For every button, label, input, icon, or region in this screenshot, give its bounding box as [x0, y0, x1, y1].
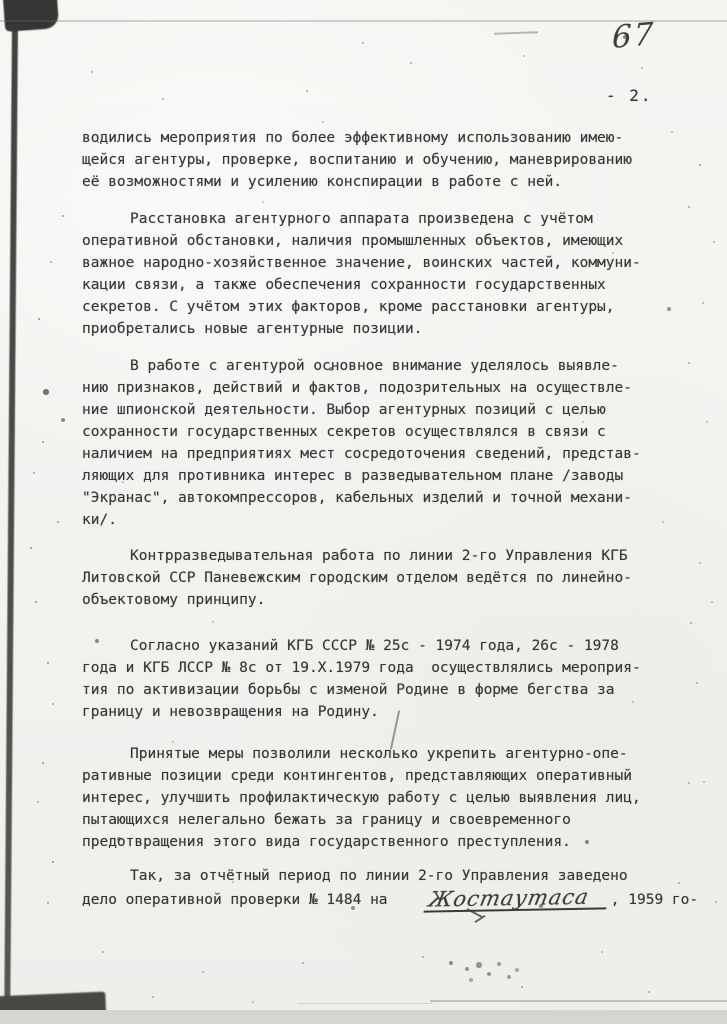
text-line: предотвращения этого вида государственного преступления.	[82, 834, 571, 850]
paragraph-5	[82, 635, 672, 723]
text-line: объектовому принципу.	[82, 592, 266, 608]
text-line: пытающихся нелегально бежать за границу и своевременного	[82, 812, 571, 828]
text-line: щейся агентуры, проверке, воспитанию и обучению, маневрированию	[82, 152, 632, 168]
text-line: "Экранас", автокомпрессоров, кабельных изделий и точной механи-	[82, 490, 632, 506]
scan-bottom-line	[430, 1000, 727, 1002]
handwritten-page-number: 67	[611, 16, 656, 56]
scan-bottom-band	[0, 1010, 727, 1024]
text-line: В работе с агентурой основное внимание уделялось выявле-	[130, 358, 619, 374]
text-line: Принятые меры позволили несколько укрепить агентурно-опе-	[130, 746, 628, 762]
text-line: ративные позиции среди контингентов, представляющих оперативный	[82, 768, 632, 784]
text-line: приобретались новые агентурные позиции.	[82, 321, 423, 337]
text-line: ляющих для противника интерес в разведывательном плане /заводы	[82, 468, 624, 484]
text-line: Так, за отчётный период по линии 2-го Управления заведено	[130, 868, 628, 884]
text-line: кации связи, а также обеспечения сохранности государственных	[82, 277, 606, 293]
text-line: нию признаков, действий и фактов, подозрительных на осуществле-	[82, 380, 632, 396]
paragraph-7	[82, 865, 699, 912]
text-line: тия по активизации борьбы с изменой Родине в форме бегства за	[82, 682, 615, 698]
text-line: секретов. С учётом этих факторов, кроме расстановки агентуры,	[82, 299, 615, 315]
case-line-pre: дело оперативной проверки № 1484 на	[82, 892, 423, 908]
scan-bottom-line-2	[298, 1003, 433, 1004]
text-line: интерес, улучшить профилактическую работу с целью выявления лиц,	[82, 790, 641, 806]
text-line: года и КГБ ЛССР № 8с от 19.X.1979 года осуществлялись мероприя-	[82, 660, 641, 676]
text-line: Литовской ССР Паневежским городским отделом ведётся по линейно-	[82, 570, 632, 586]
paragraph-4	[82, 545, 672, 611]
case-file-line	[82, 884, 699, 912]
paragraph-1	[82, 127, 672, 193]
paper-noise-blotches	[0, 0, 2, 2]
scan-corner-blob-top	[3, 0, 59, 32]
text-line: наличием на предприятиях мест сосредоточения сведений, представ-	[82, 446, 641, 462]
text-line: её возможностями и усилению конспирации в работе с ней.	[82, 174, 563, 190]
document-body	[82, 127, 699, 912]
text-line: важное народно-хозяйственное значение, воинских частей, коммуни-	[82, 255, 641, 271]
text-line: Расстановка агентурного аппарата произведена с учётом	[130, 211, 593, 227]
text-line: ки/.	[82, 512, 117, 528]
paragraph-3	[82, 355, 672, 531]
typed-page-number: - 2.	[606, 86, 653, 105]
handwritten-name: Жостаутаса	[424, 886, 611, 912]
text-line: ние шпионской деятельности. Выбор агентурных позиций с целью	[82, 402, 606, 418]
case-line-post: , 1959 го-	[610, 892, 699, 908]
text-line: оперативной обстановки, наличия промышленных объектов, имеющих	[82, 233, 624, 249]
text-line: Согласно указаний КГБ СССР № 25с - 1974 года, 26с - 1978	[130, 638, 619, 654]
pencil-dash-mark	[494, 31, 538, 35]
text-line: водились мероприятия по более эффективному использованию имею-	[82, 130, 624, 146]
text-line: границу и невозвращения на Родину.	[82, 704, 379, 720]
text-line: Контрразведывательная работа по линии 2-го Управления КГБ	[130, 548, 628, 564]
paragraph-6	[82, 743, 672, 853]
text-line: сохранности государственных секретов осуществлялся в связи с	[82, 424, 606, 440]
scan-binding-edge	[4, 24, 18, 1012]
paragraph-2	[82, 208, 672, 340]
